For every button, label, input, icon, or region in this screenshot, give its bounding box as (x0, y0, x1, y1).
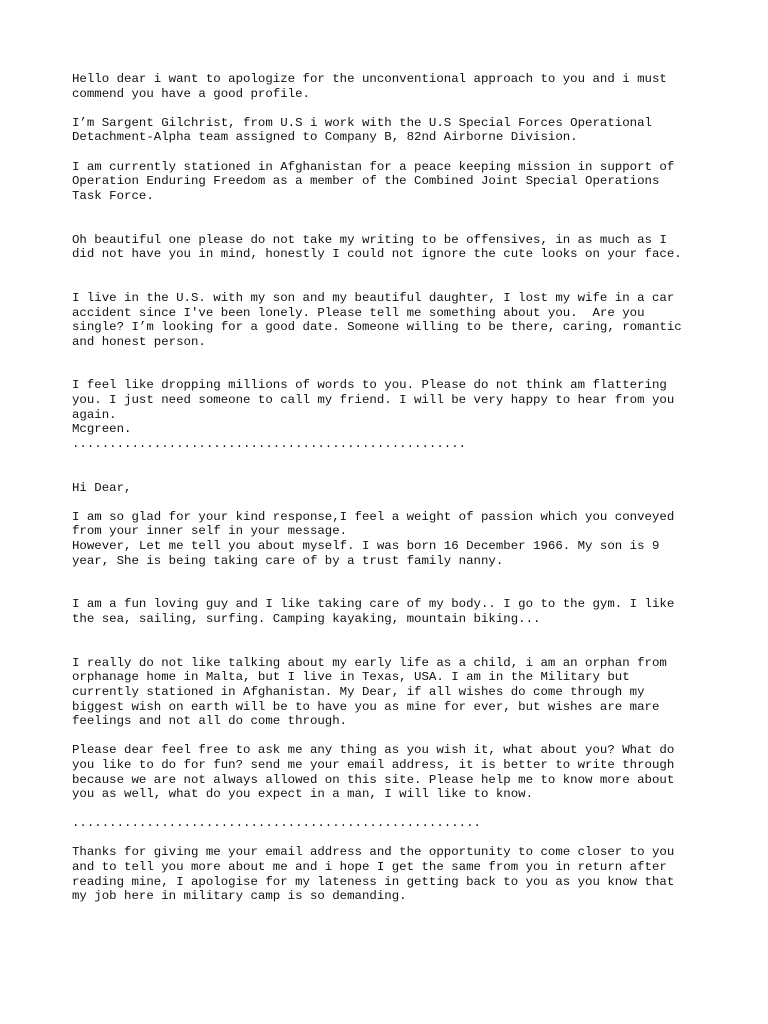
paragraph (72, 481, 702, 496)
text-line: and to tell you more about me and i hope I get the same from you in return after (72, 860, 667, 875)
text-line: Operation Enduring Freedom as a member of the Combined Joint Special Operations (72, 174, 660, 189)
paragraph-spacer (72, 568, 702, 597)
text-line: commend you have a good profile. (72, 86, 310, 101)
paragraph-spacer (72, 495, 702, 510)
paragraph-spacer (72, 349, 702, 378)
paragraph (72, 378, 702, 451)
paragraph-spacer (72, 802, 702, 817)
text-line: I really do not like talking about my early life as a child, i am an orphan from (72, 655, 667, 670)
paragraph-spacer (72, 203, 702, 232)
text-line: you like to do for fun? send me your email address, it is better to write through (72, 757, 675, 772)
text-line: did not have you in mind, honestly I could not ignore the cute looks on your face. (72, 247, 682, 262)
text-line: you as well, what do you expect in a man, I will like to know. (72, 787, 534, 802)
paragraph (72, 816, 702, 831)
text-line: feelings and not all do come through. (72, 714, 348, 729)
text-line: you. I just need someone to call my friend. I will be very happy to hear from you (72, 393, 675, 408)
text-line: Oh beautiful one please do not take my writing to be offensives, in as much as I (72, 232, 667, 247)
text-line: Detachment-Alpha team assigned to Company B, 82nd Airborne Division. (72, 130, 578, 145)
text-line: I feel like dropping millions of words to you. Please do not think am flattering (72, 378, 667, 393)
text-line: Thanks for giving me your email address and the opportunity to come closer to you (72, 845, 675, 860)
text-line: my job here in military camp is so demanding. (72, 889, 407, 904)
text-line: Hello dear i want to apologize for the unconventional approach to you and i must (72, 72, 667, 86)
text-line: from your inner self in your message. (72, 524, 348, 539)
paragraph-spacer (72, 262, 702, 291)
text-line: I am a fun loving guy and I like taking care of my body.. I go to the gym. I like (72, 597, 675, 612)
text-line: and honest person. (72, 334, 206, 349)
text-line: because we are not always allowed on this site. Please help me to know more about (72, 772, 675, 787)
paragraph (72, 510, 702, 568)
text-line: Hi Dear, (72, 480, 132, 495)
text-line: year, She is being taking care of by a trust family nanny. (72, 553, 504, 568)
paragraph (72, 160, 702, 204)
text-line: I’m Sargent Gilchrist, from U.S i work with the U.S Special Forces Operational (72, 115, 652, 130)
paragraph (72, 233, 702, 262)
text-line: orphanage home in Malta, but I live in Texas, USA. I am in the Military but (72, 670, 630, 685)
paragraph-spacer (72, 729, 702, 744)
paragraph (72, 291, 702, 349)
text-line: single? I’m looking for a good date. Someone willing to be there, caring, romantic (72, 320, 682, 335)
paragraph (72, 743, 702, 801)
text-line: currently stationed in Afghanistan. My Dear, if all wishes do come through my (72, 684, 645, 699)
text-line: ..................................................... (72, 436, 467, 451)
text-line: I am currently stationed in Afghanistan for a peace keeping mission in support of (72, 159, 675, 174)
text-line: Task Force. (72, 188, 154, 203)
paragraph-spacer (72, 831, 702, 846)
text-line: I live in the U.S. with my son and my beautiful daughter, I lost my wife in a car (72, 290, 675, 305)
text-line: However, Let me tell you about myself. I was born 16 December 1966. My son is 9 (72, 539, 660, 553)
text-line: I am so glad for your kind response,I feel a weight of passion which you conveyed (72, 509, 675, 524)
paragraph (72, 597, 702, 626)
text-line: biggest wish on earth will be to have you as mine for ever, but wishes are mare (72, 699, 660, 714)
paragraph (72, 656, 702, 729)
paragraph-spacer (72, 451, 702, 480)
paragraph-spacer (72, 145, 702, 160)
paragraph (72, 72, 702, 101)
text-line: reading mine, I apologise for my lateness in getting back to you as you know that (72, 874, 675, 889)
text-line: again. (72, 407, 117, 422)
paragraph (72, 845, 702, 903)
paragraph-spacer (72, 627, 702, 656)
document-page (72, 72, 702, 904)
text-line: Mcgreen. (72, 422, 132, 437)
paragraph-spacer (72, 101, 702, 116)
text-line: the sea, sailing, surfing. Camping kayaking, mountain biking... (72, 611, 541, 626)
text-line: Please dear feel free to ask me any thing as you wish it, what about you? What do (72, 743, 675, 758)
text-line: ....................................................... (72, 816, 481, 831)
text-line: accident since I've been lonely. Please tell me something about you. Are you (72, 305, 645, 320)
paragraph (72, 116, 702, 145)
